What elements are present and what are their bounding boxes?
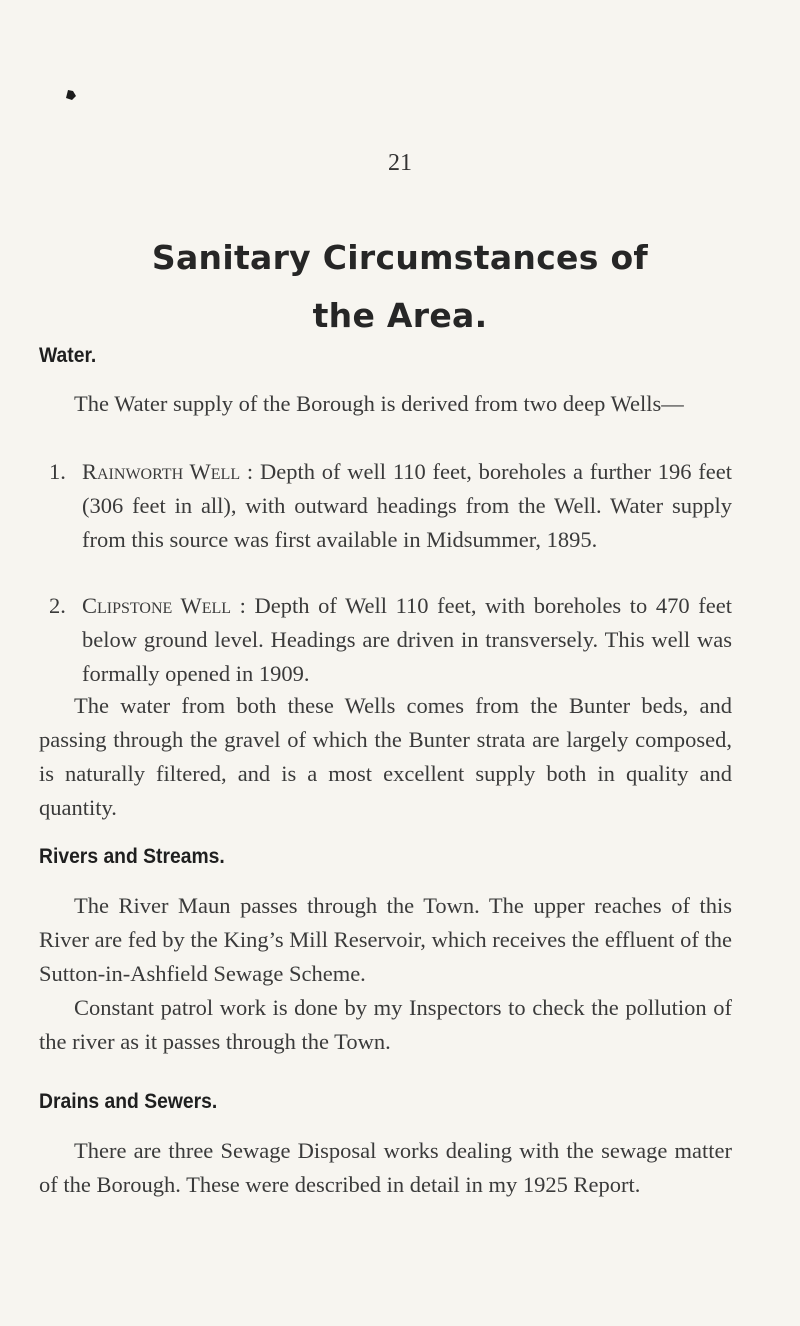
section-heading-rivers: Rivers and Streams. [39,845,225,868]
well-description: Depth of Well 110 feet, with boreholes to 470 feet below ground level. Headings are driven in transversely. This well was formally opened in 1909. [82,593,732,686]
water-closing-paragraph: The water from both these Wells comes from the Bunter beds, and passing through the gravel of which the Bunter strata are largely composed, is naturally filtered, and is a most excellent supply both in quality and quantity. [39,693,732,820]
rivers-paragraph-2: Constant patrol work is done by my Inspectors to check the pollution of the river as it passes through the Town. [39,995,732,1054]
page-title-line-1: Sanitary Circumstances of [151,238,649,277]
list-item-number: 2. [49,593,66,618]
ink-speck [66,90,76,100]
page-title-line-2: the Area. [312,296,488,335]
list-item-number: 1. [49,459,66,484]
list-item-rainworth [39,455,732,557]
section-heading-drains: Drains and Sewers. [39,1090,218,1113]
list-item-clipstone [39,589,732,691]
drains-paragraph-1: There are three Sewage Disposal works dealing with the sewage matter of the Borough. These were described in detail in my 1925 Report. [39,1138,732,1197]
list-item-body [82,455,732,557]
well-name: Clipstone Well : [82,593,246,618]
water-intro: The Water supply of the Borough is derived from two deep Wells— [74,391,684,416]
section-heading-water: Water. [39,344,97,367]
page-number: 21 [388,150,412,176]
rivers-paragraph-1: The River Maun passes through the Town. The upper reaches of this River are fed by the King’s Mill Reservoir, which receives the effluent of the Sutton-in-Ashfield Sewage Scheme. [39,893,732,986]
well-description: Depth of well 110 feet, boreholes a further 196 feet (306 feet in all), with outward headings from the Well. Water supply from this source was first available in Midsummer, 1895. [82,459,733,552]
well-name: Rainworth Well : [82,459,254,484]
list-item-body [82,589,732,691]
